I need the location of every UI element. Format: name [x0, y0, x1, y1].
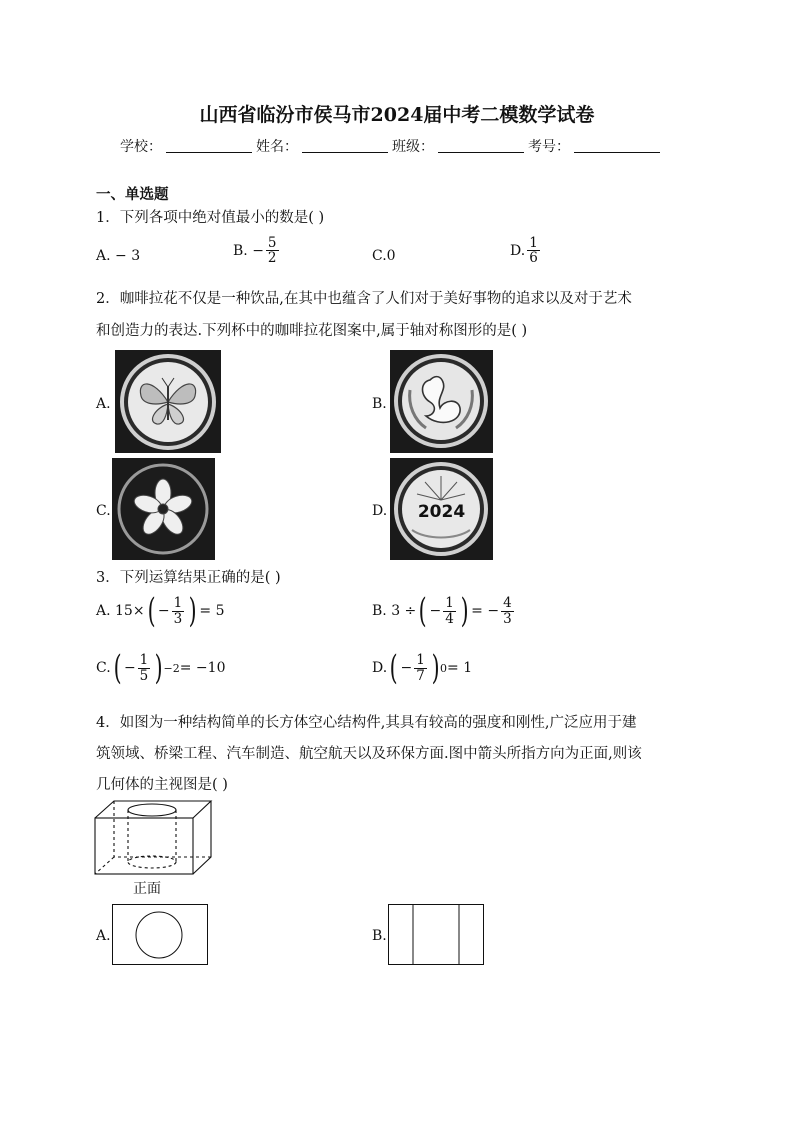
q3-c-den: 5: [139, 667, 149, 684]
q3-b-num: 1: [445, 595, 454, 612]
q2-option-c-label: C.: [96, 503, 111, 519]
q3-d-lparen: (: [389, 648, 398, 688]
q4-line-2: 筑领域、桥梁工程、汽车制造、航空航天以及环保方面.图中箭头所指方向为正面,则该: [96, 746, 642, 762]
q3-option-c: [96, 648, 226, 688]
butterfly-latte-image: [115, 350, 221, 453]
q3-c-rparen: ): [154, 648, 163, 688]
q1-option-d: [510, 236, 542, 265]
q4-option-a-figure: [112, 904, 208, 966]
q3-b-den: 4: [445, 610, 454, 627]
fireworks-2024-latte-image: [390, 458, 493, 560]
q3-c-exponent: −2: [163, 661, 180, 675]
q3-d-result: = 1: [447, 660, 473, 676]
butterfly-latte-art: [115, 350, 221, 453]
q2-line-2: 和创造力的表达.下列杯中的咖啡拉花图案中,属于轴对称图形的是( ): [96, 323, 528, 339]
q3-a-fraction: [172, 596, 185, 625]
q1-b-num: 5: [267, 235, 277, 251]
q3-b-eq: = −: [471, 603, 500, 619]
id-label: 考号：: [528, 139, 570, 155]
q3-b-rparen: ): [460, 591, 469, 631]
q3-c-result: = −10: [179, 660, 226, 676]
q2-option-b-label: B.: [372, 396, 387, 412]
q3-option-d: [372, 648, 473, 688]
class-label: 班级：: [392, 139, 434, 155]
q3-c-fraction: [138, 653, 151, 682]
q3-stem: 3．下列运算结果正确的是( ): [96, 570, 281, 586]
section-heading: 一、单选题: [96, 186, 169, 203]
q4-option-b-figure: [388, 904, 484, 966]
student-info-line: [120, 136, 664, 156]
q3-d-rparen: ): [431, 648, 440, 688]
front-view-label: 正面: [133, 881, 161, 897]
hollow-cuboid-figure: [94, 800, 216, 878]
swan-latte-art: [390, 350, 493, 453]
q3-b-prefix: B. 3 ÷: [372, 603, 417, 619]
swan-latte-image: [390, 350, 493, 453]
q1-d-num: 1: [529, 235, 538, 251]
q3-option-b: [372, 591, 516, 631]
q3-b-rden: 3: [503, 610, 512, 627]
q3-c-num: 1: [139, 652, 149, 669]
q3-d-num: 1: [416, 652, 425, 669]
school-blank[interactable]: [166, 138, 252, 153]
q3-a-rparen: ): [188, 591, 197, 631]
q1-option-c: C.0: [372, 248, 396, 264]
q3-d-sign: −: [400, 660, 413, 676]
q1-d-den: 6: [529, 250, 538, 267]
flower-latte-art: [112, 458, 215, 560]
q1-b-prefix: B. −: [233, 242, 264, 259]
q3-d-den: 7: [416, 667, 425, 684]
q4-line-3: 几何体的主视图是( ): [96, 777, 228, 793]
q3-d-fraction: [414, 653, 427, 682]
q1-stem: 1．下列各项中绝对值最小的数是( ): [96, 210, 325, 226]
class-blank[interactable]: [438, 138, 524, 153]
name-blank[interactable]: [302, 138, 388, 153]
q1-b-den: 2: [267, 250, 277, 267]
q2-option-a-label: A.: [96, 396, 111, 412]
q4-option-b-label: B.: [372, 928, 387, 944]
id-blank[interactable]: [574, 138, 660, 153]
q3-d-prefix: D.: [372, 660, 388, 676]
q3-b-fraction: [443, 596, 456, 625]
q3-a-result: = 5: [199, 603, 225, 619]
q3-b-sign: −: [429, 603, 442, 619]
q4-line-1: 4．如图为一种结构简单的长方体空心结构件,其具有较高的强度和刚性,广泛应用于建: [96, 715, 637, 731]
q3-a-sign: −: [157, 603, 170, 619]
q3-option-a: [96, 591, 225, 631]
q3-b-rnum: 4: [503, 595, 512, 612]
name-label: 姓名：: [256, 139, 298, 155]
q3-a-prefix: A. 15×: [96, 603, 145, 619]
school-label: 学校：: [120, 139, 162, 155]
q3-a-num: 1: [173, 595, 183, 612]
q3-d-exponent: 0: [440, 661, 448, 675]
q1-d-fraction: [527, 236, 540, 265]
q3-b-result-fraction: [501, 596, 514, 625]
q3-a-den: 3: [173, 610, 183, 627]
q4-option-a-label: A.: [96, 928, 111, 944]
q2-line-1: 2．咖啡拉花不仅是一种饮品,在其中也蕴含了人们对于美好事物的追求以及对于艺术: [96, 291, 632, 307]
q1-d-prefix: D.: [510, 242, 526, 259]
q3-c-sign: −: [123, 660, 136, 676]
q3-c-lparen: (: [113, 648, 122, 688]
flower-latte-image: [112, 458, 215, 560]
q1-option-b: [233, 236, 281, 265]
q3-c-prefix: C.: [96, 660, 111, 676]
latte-2024-text: 2024: [417, 502, 466, 522]
q1-b-fraction: [266, 236, 279, 265]
q1-option-a: A. − 3: [96, 248, 141, 264]
exam-title: 山西省临汾市侯马市2024届中考二模数学试卷: [199, 104, 595, 126]
q2-option-d-label: D.: [372, 503, 388, 519]
q3-a-lparen: (: [147, 591, 156, 631]
q3-b-lparen: (: [418, 591, 427, 631]
